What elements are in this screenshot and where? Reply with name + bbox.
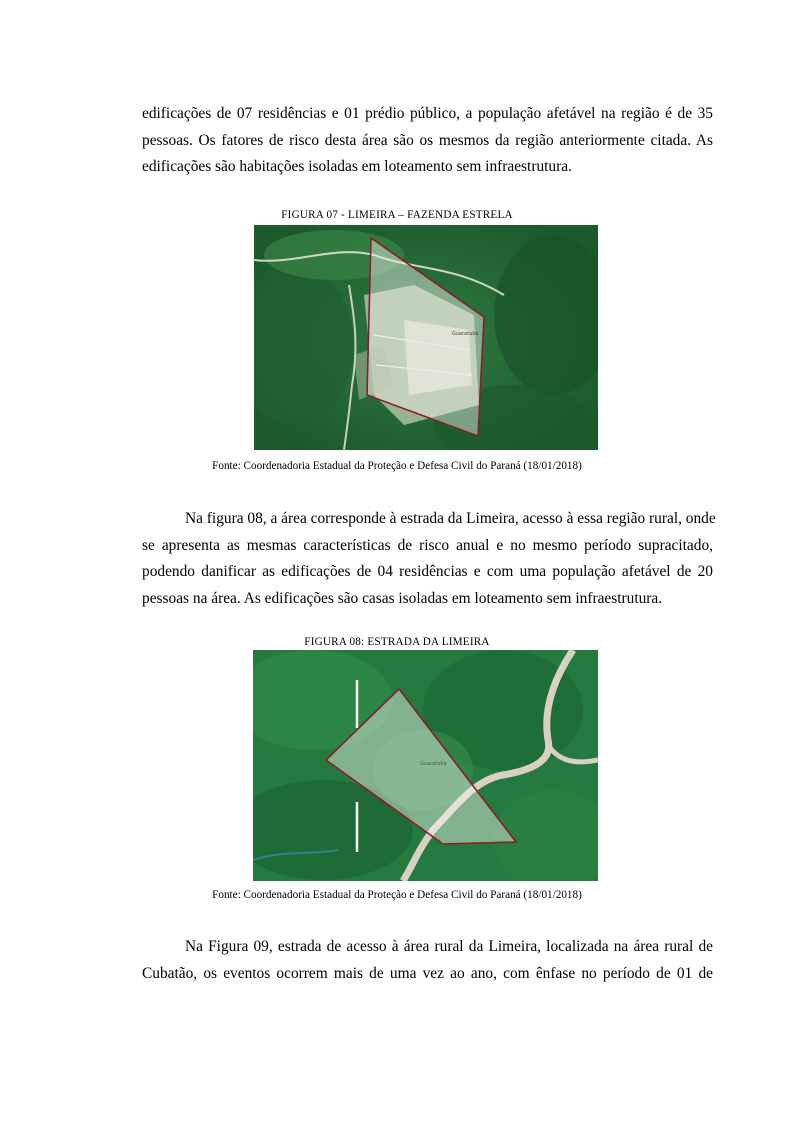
figure-08-title: FIGURA 08: ESTRADA DA LIMEIRA	[304, 636, 490, 648]
paragraph-1	[142, 101, 713, 181]
paragraph-1-line-3: edificações são habitações isoladas em loteamento sem infraestrutura.	[142, 158, 572, 175]
paragraph-2-line-4: pessoas na área. As edificações são casas isoladas em loteamento sem infraestrutura.	[142, 589, 663, 607]
figure-07-source: Fonte: Coordenadoria Estadual da Proteção e Defesa Civil do Paraná (18/01/2018)	[212, 460, 582, 472]
figure-07-title: FIGURA 07 - LIMEIRA – FAZENDA ESTRELA	[281, 209, 513, 221]
figure-08-source: Fonte: Coordenadoria Estadual da Proteção e Defesa Civil do Paraná (18/01/2018)	[212, 889, 582, 901]
paragraph-3-line-2: Cubatão, os eventos ocorrem mais de uma vez ao ano, com ênfase no período de 01 de	[142, 964, 713, 982]
paragraph-2-line-2: se apresenta as mesmas características de risco anual e no mesmo período supracitado,	[142, 536, 713, 554]
paragraph-1-line-2: pessoas. Os fatores de risco desta área são os mesmos da região anteriormente citada. As	[142, 131, 713, 149]
figure-08-map-label: Guaratuba	[420, 761, 447, 767]
figure-07-satellite-map	[254, 225, 598, 450]
paragraph-2-line-1: Na figura 08, a área corresponde à estrada da Limeira, acesso à essa região rural, onde	[185, 510, 716, 527]
paragraph-2	[142, 506, 716, 612]
paragraph-3-line-1: Na Figura 09, estrada de acesso à área rural da Limeira, localizada na área rural de	[185, 938, 713, 955]
paragraph-3	[142, 934, 713, 987]
figure-07-map-label: Guaratuba	[452, 331, 479, 337]
paragraph-2-line-3: podendo danificar as edificações de 04 residências e com uma população afetável de 20	[142, 563, 713, 580]
figure-08-satellite-map	[253, 650, 598, 881]
paragraph-1-line-1: edificações de 07 residências e 01 prédio público, a população afetável na região é de 35	[142, 105, 713, 122]
